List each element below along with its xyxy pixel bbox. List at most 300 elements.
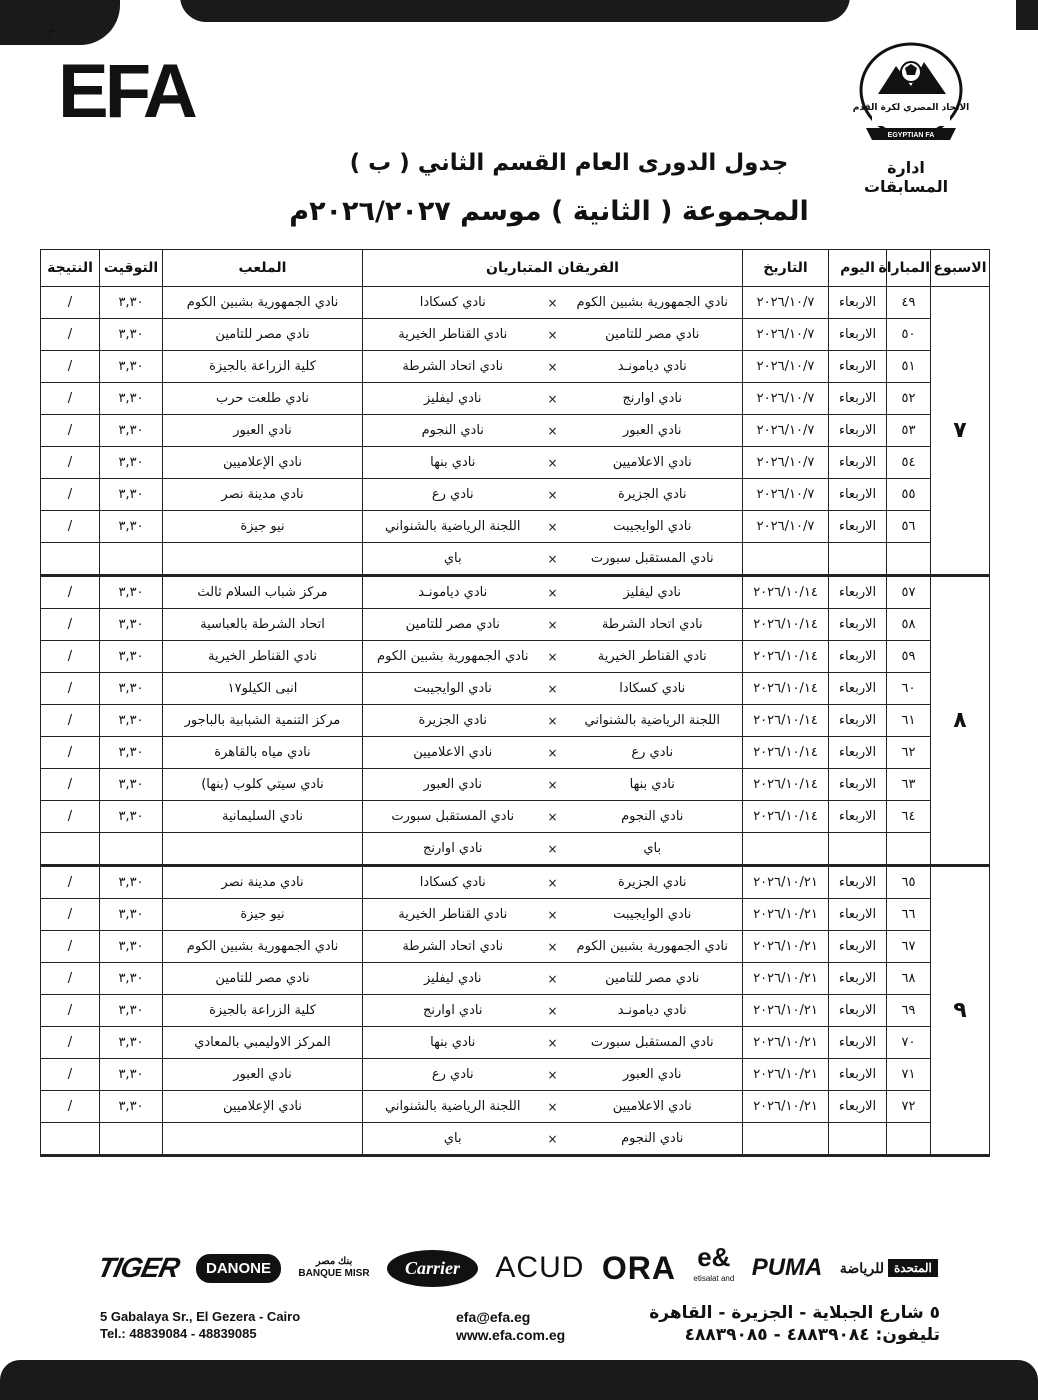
match-number: ٥٥ <box>887 479 931 511</box>
kickoff-time <box>100 1123 163 1156</box>
vs-mark: × <box>547 971 558 986</box>
vs-mark: × <box>547 455 558 470</box>
match-day: الاربعاء <box>829 705 887 737</box>
away-team: نادي ليفليز <box>423 391 482 406</box>
page-subtitle: المجموعة ( الثانية ) موسم ٢٠٢٦/٢٠٢٧م <box>289 196 809 227</box>
match-day: الاربعاء <box>829 1091 887 1123</box>
vs-mark: × <box>547 875 558 890</box>
match-number: ٤٩ <box>887 287 931 319</box>
match-date: ٢٠٢٦/١٠/٢١ <box>743 866 829 899</box>
match-number: ٥٣ <box>887 415 931 447</box>
acud-logo: ACUD <box>495 1251 585 1284</box>
vs-mark: × <box>547 809 558 824</box>
email-link[interactable]: efa@efa.eg <box>456 1309 531 1325</box>
match-day: الاربعاء <box>829 995 887 1027</box>
vs-mark: × <box>547 585 558 600</box>
vs-mark: × <box>547 359 558 374</box>
match-day: الاربعاء <box>829 641 887 673</box>
teams-cell <box>363 1123 743 1156</box>
match-number: ٦٧ <box>887 931 931 963</box>
match-day: الاربعاء <box>829 319 887 351</box>
stadium: مركز التنمية الشبابية بالباجور <box>163 705 363 737</box>
away-team: نادي القناطر الخيرية <box>398 907 508 922</box>
table-row <box>41 641 990 673</box>
match-number: ٦٦ <box>887 899 931 931</box>
stadium: نادي الجمهورية بشبين الكوم <box>163 931 363 963</box>
stadium: نيو جيزة <box>163 511 363 543</box>
match-date: ٢٠٢٦/١٠/٧ <box>743 319 829 351</box>
match-number: ٦١ <box>887 705 931 737</box>
vs-mark: × <box>547 423 558 438</box>
match-date: ٢٠٢٦/١٠/٧ <box>743 351 829 383</box>
stadium: نادي مياه بالقاهرة <box>163 737 363 769</box>
home-team: نادي الجمهورية بشبين الكوم <box>576 295 728 310</box>
stadium: نادي مصر للتامين <box>163 319 363 351</box>
kickoff-time: ٣,٣٠ <box>100 801 163 833</box>
seal-english-text: EGYPTIAN FA <box>887 132 935 139</box>
vs-mark: × <box>547 1003 558 1018</box>
bottom-border-bar <box>0 1360 1038 1400</box>
match-result: / <box>41 319 100 351</box>
banque-misr-arabic: بنك مصر <box>315 1256 353 1267</box>
match-number: ٥٢ <box>887 383 931 415</box>
match-date: ٢٠٢٦/١٠/٢١ <box>743 995 829 1027</box>
match-result: / <box>41 769 100 801</box>
match-result: / <box>41 447 100 479</box>
table-row <box>41 287 990 319</box>
table-row <box>41 415 990 447</box>
vs-mark: × <box>547 907 558 922</box>
kickoff-time: ٣,٣٠ <box>100 673 163 705</box>
away-team: نادي الاعلاميين <box>413 745 493 760</box>
match-result: / <box>41 479 100 511</box>
teams-cell <box>363 737 743 769</box>
vs-mark: × <box>547 745 558 760</box>
match-day: الاربعاء <box>829 287 887 319</box>
stadium: نادي السليمانية <box>163 801 363 833</box>
match-date <box>743 543 829 576</box>
away-team: نادي ديامونـد <box>418 585 488 600</box>
vs-mark: × <box>547 391 558 406</box>
table-row <box>41 479 990 511</box>
table-row <box>41 833 990 866</box>
teams-cell <box>363 543 743 576</box>
stadium <box>163 543 363 576</box>
kickoff-time: ٣,٣٠ <box>100 447 163 479</box>
away-team: نادي اوارنج <box>423 1003 483 1018</box>
home-team: باي <box>643 841 662 856</box>
table-row <box>41 801 990 833</box>
top-border-bar <box>180 0 850 22</box>
teams-cell <box>363 801 743 833</box>
vs-mark: × <box>547 1131 558 1146</box>
home-team: نادي المستقبل سبورت <box>590 1035 714 1050</box>
kickoff-time: ٣,٣٠ <box>100 705 163 737</box>
kickoff-time: ٣,٣٠ <box>100 479 163 511</box>
match-result: / <box>41 641 100 673</box>
vs-mark: × <box>547 487 558 502</box>
match-date: ٢٠٢٦/١٠/٧ <box>743 511 829 543</box>
match-date: ٢٠٢٦/١٠/١٤ <box>743 673 829 705</box>
match-number: ٥٠ <box>887 319 931 351</box>
table-row <box>41 769 990 801</box>
teams-cell <box>363 641 743 673</box>
table-row <box>41 543 990 576</box>
teams-cell <box>363 479 743 511</box>
home-team: نادي ديامونـد <box>617 1003 687 1018</box>
tel-en: Tel.: 48839084 - 48839085 <box>100 1326 257 1341</box>
teams-cell <box>363 287 743 319</box>
table-row <box>41 447 990 479</box>
home-team: نادي الاعلاميين <box>612 1099 692 1114</box>
away-team: نادي اوارنج <box>423 841 483 856</box>
home-team: نادي مصر للتامين <box>605 327 700 342</box>
away-team: نادي الجمهورية بشبين الكوم <box>377 649 529 664</box>
away-team: باي <box>443 551 462 566</box>
teams-cell <box>363 1091 743 1123</box>
vs-mark: × <box>547 551 558 566</box>
stadium: نادي سيتي كلوب (بنها) <box>163 769 363 801</box>
match-result: / <box>41 737 100 769</box>
teams-cell <box>363 899 743 931</box>
match-day: الاربعاء <box>829 866 887 899</box>
stadium: مركز شباب السلام ثالث <box>163 576 363 609</box>
puma-logo: PUMA <box>751 1254 823 1281</box>
match-day <box>829 1123 887 1156</box>
match-day: الاربعاء <box>829 931 887 963</box>
stadium <box>163 1123 363 1156</box>
teams-cell <box>363 833 743 866</box>
match-number: ٧٠ <box>887 1027 931 1059</box>
table-row <box>41 673 990 705</box>
home-team: نادي الوايجيبت <box>613 519 692 534</box>
match-number: ٧٢ <box>887 1091 931 1123</box>
week-number: ٧ <box>931 287 990 576</box>
match-date: ٢٠٢٦/١٠/٢١ <box>743 899 829 931</box>
match-day: الاربعاء <box>829 801 887 833</box>
teams-cell <box>363 769 743 801</box>
vs-mark: × <box>547 939 558 954</box>
vs-mark: × <box>547 681 558 696</box>
table-row <box>41 995 990 1027</box>
away-team: اللجنة الرياضية بالشنواني <box>384 519 521 534</box>
stadium: نادي الإعلاميين <box>163 1091 363 1123</box>
match-day <box>829 833 887 866</box>
header-day: اليوم <box>829 250 887 287</box>
away-team: باي <box>443 1131 462 1146</box>
efa-seal-logo <box>852 42 970 142</box>
footer-address-arabic <box>640 1302 940 1346</box>
match-number: ٦٤ <box>887 801 931 833</box>
table-row <box>41 609 990 641</box>
home-team: نادي اتحاد الشرطة <box>601 617 703 632</box>
vs-mark: × <box>547 1035 558 1050</box>
week-number: ٩ <box>931 866 990 1156</box>
match-number: ٦٥ <box>887 866 931 899</box>
vs-mark: × <box>547 713 558 728</box>
match-date: ٢٠٢٦/١٠/٢١ <box>743 963 829 995</box>
kickoff-time: ٣,٣٠ <box>100 287 163 319</box>
away-team: نادي مصر للتامين <box>405 617 500 632</box>
banque-misr-logo <box>298 1256 369 1280</box>
match-date: ٢٠٢٦/١٠/١٤ <box>743 641 829 673</box>
table-row <box>41 383 990 415</box>
match-date: ٢٠٢٦/١٠/٧ <box>743 415 829 447</box>
away-team: نادي ليفليز <box>423 971 482 986</box>
home-team: نادي الاعلاميين <box>612 455 692 470</box>
table-row <box>41 931 990 963</box>
kickoff-time: ٣,٣٠ <box>100 737 163 769</box>
match-day: الاربعاء <box>829 576 887 609</box>
teams-cell <box>363 351 743 383</box>
footer-contact <box>456 1308 565 1344</box>
match-number: ٥٨ <box>887 609 931 641</box>
match-result: / <box>41 866 100 899</box>
teams-cell <box>363 576 743 609</box>
kickoff-time: ٣,٣٠ <box>100 1059 163 1091</box>
home-team: نادي اوارنج <box>622 391 682 406</box>
match-date: ٢٠٢٦/١٠/٧ <box>743 479 829 511</box>
vs-mark: × <box>547 841 558 856</box>
vs-mark: × <box>547 519 558 534</box>
table-row <box>41 1091 990 1123</box>
match-result <box>41 543 100 576</box>
vs-mark: × <box>547 295 558 310</box>
table-row <box>41 511 990 543</box>
home-team: نادي القناطر الخيرية <box>597 649 707 664</box>
away-team: نادي كسكادا <box>419 875 486 890</box>
stadium: نادي مصر للتامين <box>163 963 363 995</box>
away-team: نادي المستقبل سبورت <box>391 809 515 824</box>
match-day: الاربعاء <box>829 673 887 705</box>
schedule-table <box>40 249 990 1157</box>
match-date: ٢٠٢٦/١٠/١٤ <box>743 737 829 769</box>
away-team: نادي اتحاد الشرطة <box>402 939 504 954</box>
teams-cell <box>363 383 743 415</box>
match-date: ٢٠٢٦/١٠/٢١ <box>743 1027 829 1059</box>
match-date: ٢٠٢٦/١٠/٧ <box>743 287 829 319</box>
match-result: / <box>41 1091 100 1123</box>
away-team: نادي بنها <box>430 455 476 470</box>
seal-arabic-text: الاتحاد المصري لكرة القدم <box>852 103 970 113</box>
match-date: ٢٠٢٦/١٠/٢١ <box>743 931 829 963</box>
match-number: ٥٩ <box>887 641 931 673</box>
home-team: نادي النجوم <box>621 809 684 824</box>
away-team: نادي كسكادا <box>419 295 486 310</box>
header-teams: الفريقان المتباريان <box>363 250 743 287</box>
match-day: الاربعاء <box>829 1027 887 1059</box>
match-number: ٦٢ <box>887 737 931 769</box>
sport-box-text: المتحدة <box>888 1259 938 1277</box>
match-number <box>887 543 931 576</box>
away-team: نادي القناطر الخيرية <box>398 327 508 342</box>
match-result: / <box>41 931 100 963</box>
table-row <box>41 1059 990 1091</box>
kickoff-time: ٣,٣٠ <box>100 1027 163 1059</box>
away-team: نادي رع <box>431 1067 474 1082</box>
table-header-row <box>41 250 990 287</box>
match-day: الاربعاء <box>829 737 887 769</box>
match-number: ٥٦ <box>887 511 931 543</box>
teams-cell <box>363 1027 743 1059</box>
away-team: نادي العبور <box>423 777 482 792</box>
match-result: / <box>41 415 100 447</box>
match-result: / <box>41 705 100 737</box>
match-result <box>41 833 100 866</box>
table-row <box>41 351 990 383</box>
etisalat-mark: e& <box>697 1242 731 1272</box>
home-team: نادي الوايجيبت <box>613 907 692 922</box>
teams-cell <box>363 963 743 995</box>
match-date: ٢٠٢٦/١٠/١٤ <box>743 609 829 641</box>
stadium: نادي الجمهورية بشبين الكوم <box>163 287 363 319</box>
kickoff-time: ٣,٣٠ <box>100 609 163 641</box>
match-result: / <box>41 801 100 833</box>
table-row <box>41 705 990 737</box>
kickoff-time: ٣,٣٠ <box>100 995 163 1027</box>
kickoff-time: ٣,٣٠ <box>100 576 163 609</box>
teams-cell <box>363 415 743 447</box>
match-date: ٢٠٢٦/١٠/١٤ <box>743 801 829 833</box>
tiger-logo: TIGER <box>94 1252 182 1283</box>
home-team: نادي النجوم <box>621 1131 684 1146</box>
away-team: نادي النجوم <box>421 423 484 438</box>
away-team: نادي الوايجيبت <box>413 681 492 696</box>
kickoff-time: ٣,٣٠ <box>100 1091 163 1123</box>
match-number: ٦٨ <box>887 963 931 995</box>
match-result: / <box>41 609 100 641</box>
stadium: نيو جيزة <box>163 899 363 931</box>
teams-cell <box>363 673 743 705</box>
stadium: نادي طلعت حرب <box>163 383 363 415</box>
match-number: ٦٠ <box>887 673 931 705</box>
away-team: نادي اتحاد الشرطة <box>402 359 504 374</box>
table-row <box>41 319 990 351</box>
teams-cell <box>363 609 743 641</box>
kickoff-time: ٣,٣٠ <box>100 319 163 351</box>
kickoff-time: ٣,٣٠ <box>100 511 163 543</box>
home-team: نادي ليفليز <box>623 585 682 600</box>
website-link[interactable]: www.efa.com.eg <box>456 1327 566 1343</box>
teams-cell <box>363 931 743 963</box>
vs-mark: × <box>547 777 558 792</box>
match-number <box>887 833 931 866</box>
match-day: الاربعاء <box>829 1059 887 1091</box>
header-result: النتيجة <box>41 250 100 287</box>
vs-mark: × <box>547 649 558 664</box>
away-team: نادي بنها <box>430 1035 476 1050</box>
stadium: نادي مدينة نصر <box>163 479 363 511</box>
match-date: ٢٠٢٦/١٠/٧ <box>743 383 829 415</box>
match-result: / <box>41 511 100 543</box>
match-number: ٧١ <box>887 1059 931 1091</box>
stadium: كلية الزراعة بالجيزة <box>163 995 363 1027</box>
match-date: ٢٠٢٦/١٠/٢١ <box>743 1059 829 1091</box>
etisalat-subtext: etisalat and <box>693 1274 735 1283</box>
teams-cell <box>363 866 743 899</box>
match-result: / <box>41 383 100 415</box>
etisalat-logo <box>693 1242 735 1290</box>
match-day: الاربعاء <box>829 609 887 641</box>
stadium <box>163 833 363 866</box>
header-week: الاسبوع <box>931 250 990 287</box>
kickoff-time: ٣,٣٠ <box>100 351 163 383</box>
match-day: الاربعاء <box>829 447 887 479</box>
kickoff-time: ٣,٣٠ <box>100 899 163 931</box>
sponsor-strip <box>94 1240 938 1296</box>
match-date: ٢٠٢٦/١٠/١٤ <box>743 705 829 737</box>
kickoff-time: ٣,٣٠ <box>100 769 163 801</box>
vs-mark: × <box>547 1099 558 1114</box>
vs-mark: × <box>547 617 558 632</box>
stadium: نادي مدينة نصر <box>163 866 363 899</box>
table-row <box>41 1123 990 1156</box>
kickoff-time <box>100 833 163 866</box>
header-date: التاريخ <box>743 250 829 287</box>
address-en: 5 Gabalaya Sr., El Gezera - Cairo <box>100 1309 301 1324</box>
match-day: الاربعاء <box>829 415 887 447</box>
match-number: ٥١ <box>887 351 931 383</box>
header-match: المباراة <box>887 250 931 287</box>
teams-cell <box>363 511 743 543</box>
match-day: الاربعاء <box>829 383 887 415</box>
table-row <box>41 737 990 769</box>
kickoff-time: ٣,٣٠ <box>100 383 163 415</box>
table-row <box>41 1027 990 1059</box>
home-team: نادي رع <box>631 745 674 760</box>
home-team: نادي العبور <box>623 423 682 438</box>
department-label: ادارة المسابقات <box>863 158 949 196</box>
home-team: نادي العبور <box>623 1067 682 1082</box>
match-result: / <box>41 995 100 1027</box>
match-date: ٢٠٢٦/١٠/٧ <box>743 447 829 479</box>
schedule-body <box>41 287 990 1156</box>
match-number: ٥٤ <box>887 447 931 479</box>
stadium: نادي الإعلاميين <box>163 447 363 479</box>
match-day <box>829 543 887 576</box>
header-time: التوقيت <box>100 250 163 287</box>
sport-arabic-text: للرياضة <box>839 1259 884 1276</box>
stadium: كلية الزراعة بالجيزة <box>163 351 363 383</box>
top-right-border-shape <box>1016 0 1038 30</box>
united-sport-logo <box>840 1259 938 1277</box>
banque-misr-english: BANQUE MISR <box>298 1268 370 1279</box>
kickoff-time <box>100 543 163 576</box>
stadium: نادي العبور <box>163 1059 363 1091</box>
tel-ar: تليفون: ٤٨٨٣٩٠٨٤ - ٤٨٨٣٩٠٨٥ <box>684 1325 940 1345</box>
match-result: / <box>41 287 100 319</box>
teams-cell <box>363 705 743 737</box>
match-result <box>41 1123 100 1156</box>
page-title: جدول الدورى العام القسم الثاني ( ب ) <box>349 150 789 176</box>
match-date: ٢٠٢٦/١٠/٢١ <box>743 1091 829 1123</box>
table-row <box>41 576 990 609</box>
table-row <box>41 963 990 995</box>
home-team: نادي كسكادا <box>619 681 686 696</box>
page-number: ٣ <box>48 26 55 40</box>
stadium: انبى الكيلو١٧ <box>163 673 363 705</box>
week-number: ٨ <box>931 576 990 866</box>
danone-logo: DANONE <box>196 1254 281 1283</box>
home-team: نادي المستقبل سبورت <box>590 551 714 566</box>
teams-cell <box>363 995 743 1027</box>
kickoff-time: ٣,٣٠ <box>100 931 163 963</box>
match-date: ٢٠٢٦/١٠/١٤ <box>743 576 829 609</box>
stadium: نادي العبور <box>163 415 363 447</box>
match-result: / <box>41 673 100 705</box>
home-team: نادي بنها <box>629 777 675 792</box>
home-team: نادي ديامونـد <box>617 359 687 374</box>
